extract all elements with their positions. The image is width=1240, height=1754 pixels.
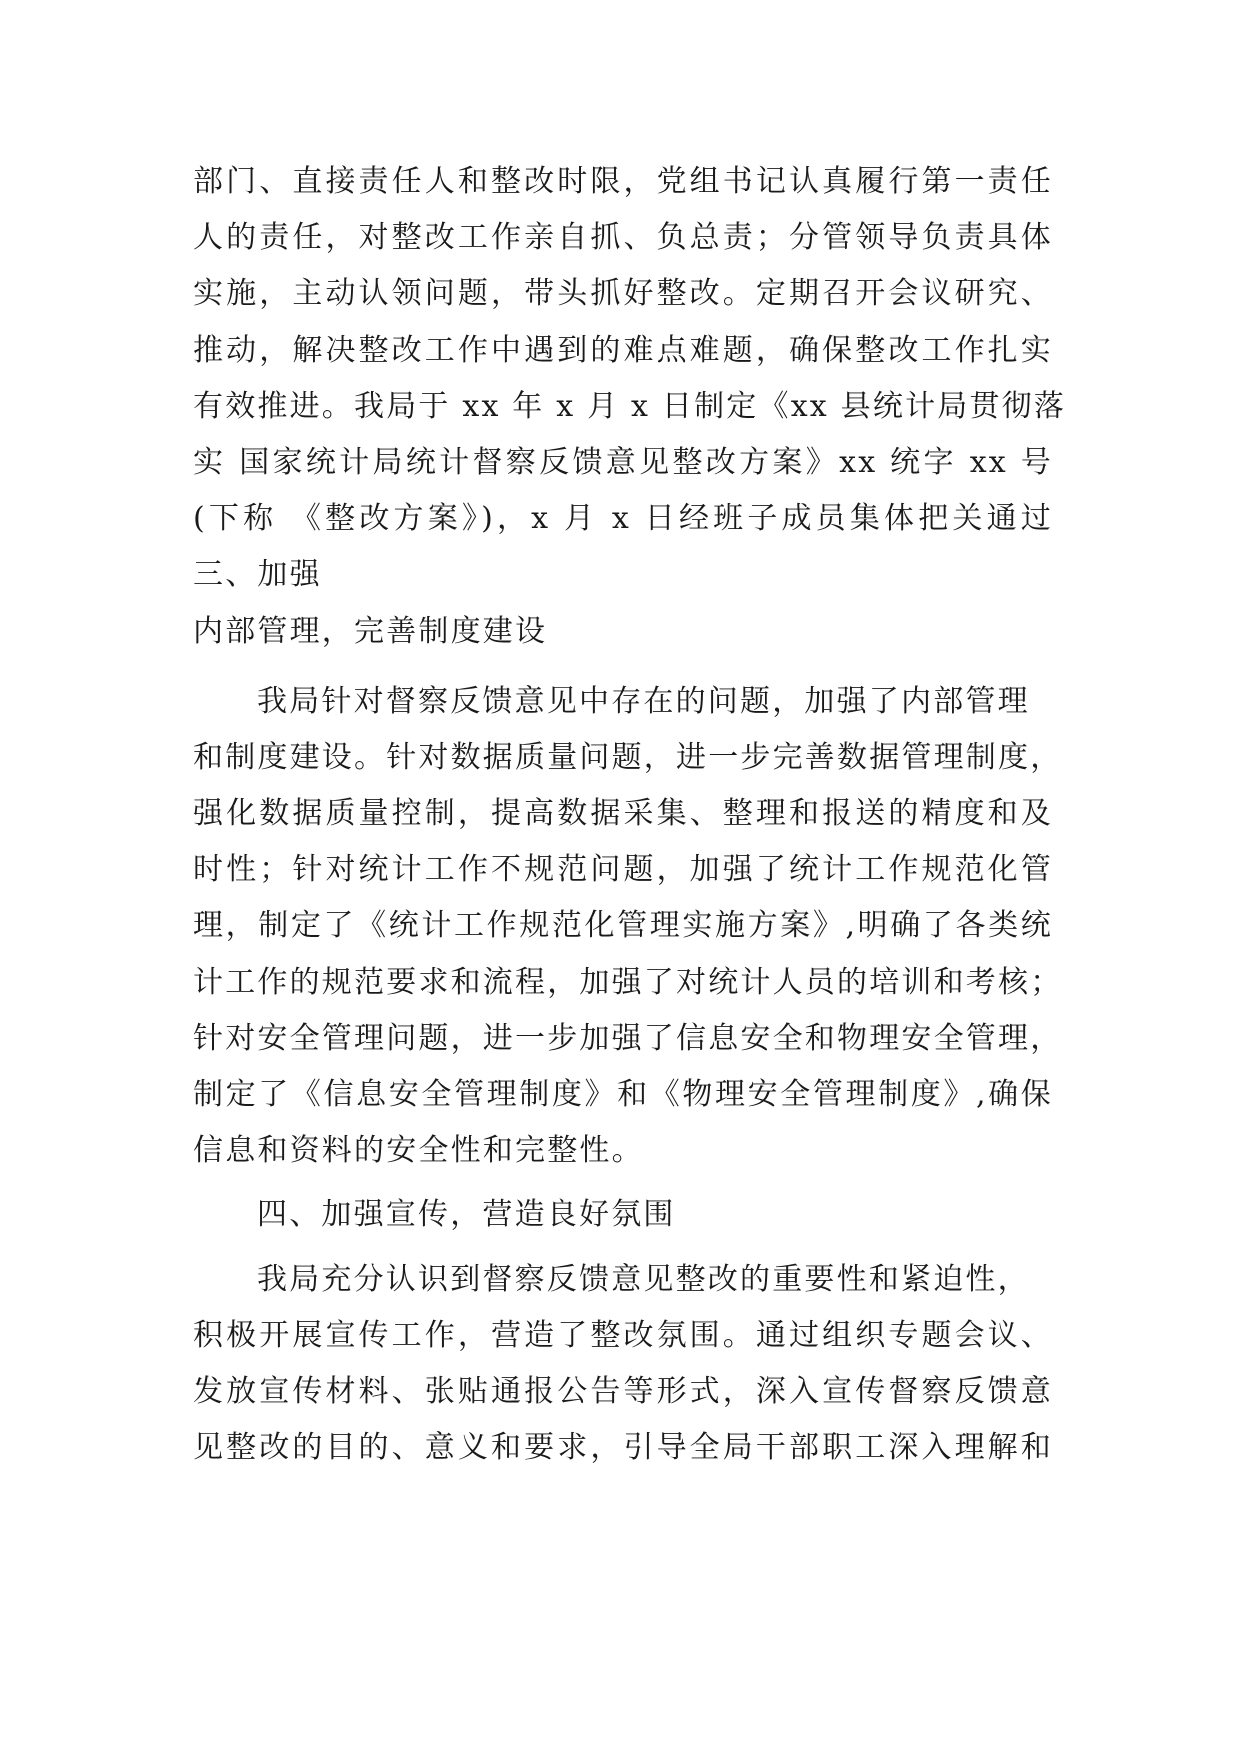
heading-line: 四、加强宣传，营造良好氛围 xyxy=(257,1197,676,1233)
text-line: 我局充分认识到督察反馈意见整改的重要性和紧迫性， xyxy=(257,1261,1030,1297)
paragraph-internal-management xyxy=(193,674,1063,1180)
text-line: 积极开展宣传工作，营造了整改氛围。通过组织专题会议、 xyxy=(193,1317,1053,1353)
document-body xyxy=(193,154,1067,1476)
text-line: (下称 《整改方案》)，x 月 x 日经班子成员集体把关通过 xyxy=(193,501,1053,537)
text-line: 实施，主动认领问题，带头抓好整改。定期召开会议研究、 xyxy=(193,276,1053,312)
text-line: 针对安全管理问题，进一步加强了信息安全和物理安全管理， xyxy=(193,1020,1063,1056)
text-line: 部门、直接责任人和整改时限，党组书记认真履行第一责任 xyxy=(193,164,1053,199)
text-line: 理，制定了《统计工作规范化管理实施方案》,明确了各类统 xyxy=(193,908,1053,944)
heading-line: 三、加强 xyxy=(193,557,322,593)
text-line: 人的责任，对整改工作亲自抓、负总责；分管领导负责具体 xyxy=(193,220,1053,256)
text-line: 信息和资料的安全性和完整性。 xyxy=(193,1133,644,1169)
text-line: 我局针对督察反馈意见中存在的问题，加强了内部管理 xyxy=(257,683,1030,719)
heading-line: 内部管理，完善制度建设 xyxy=(193,613,548,649)
text-line: 推动，解决整改工作中遇到的难点难题，确保整改工作扎实 xyxy=(193,332,1053,368)
text-line: 见整改的目的、意义和要求，引导全局干部职工深入理解和 xyxy=(193,1430,1053,1466)
text-line: 发放宣传材料、张贴通报公告等形式，深入宣传督察反馈意 xyxy=(193,1373,1053,1409)
text-line: 制定了《信息安全管理制度》和《物理安全管理制度》,确保 xyxy=(193,1077,1053,1112)
section-heading-4 xyxy=(193,1187,1053,1243)
text-line: 有效推进。我局于 xx 年 x 月 x 日制定《xx 县统计局贯彻落 xyxy=(193,388,1067,424)
text-line: 时性；针对统计工作不规范问题，加强了统计工作规范化管 xyxy=(193,852,1053,888)
section-heading-3 xyxy=(193,547,1053,659)
text-line: 强化数据质量控制，提高数据采集、整理和报送的精度和及 xyxy=(193,796,1053,832)
text-line: 和制度建设。针对数据质量问题，进一步完善数据管理制度， xyxy=(193,739,1063,775)
text-line: 实 国家统计局统计督察反馈意见整改方案》xx 统字 xx 号 xyxy=(193,444,1053,480)
paragraph-continuation xyxy=(193,154,1067,547)
text-line: 计工作的规范要求和流程，加强了对统计人员的培训和考核； xyxy=(193,964,1063,1000)
paragraph-publicity xyxy=(193,1252,1053,1477)
